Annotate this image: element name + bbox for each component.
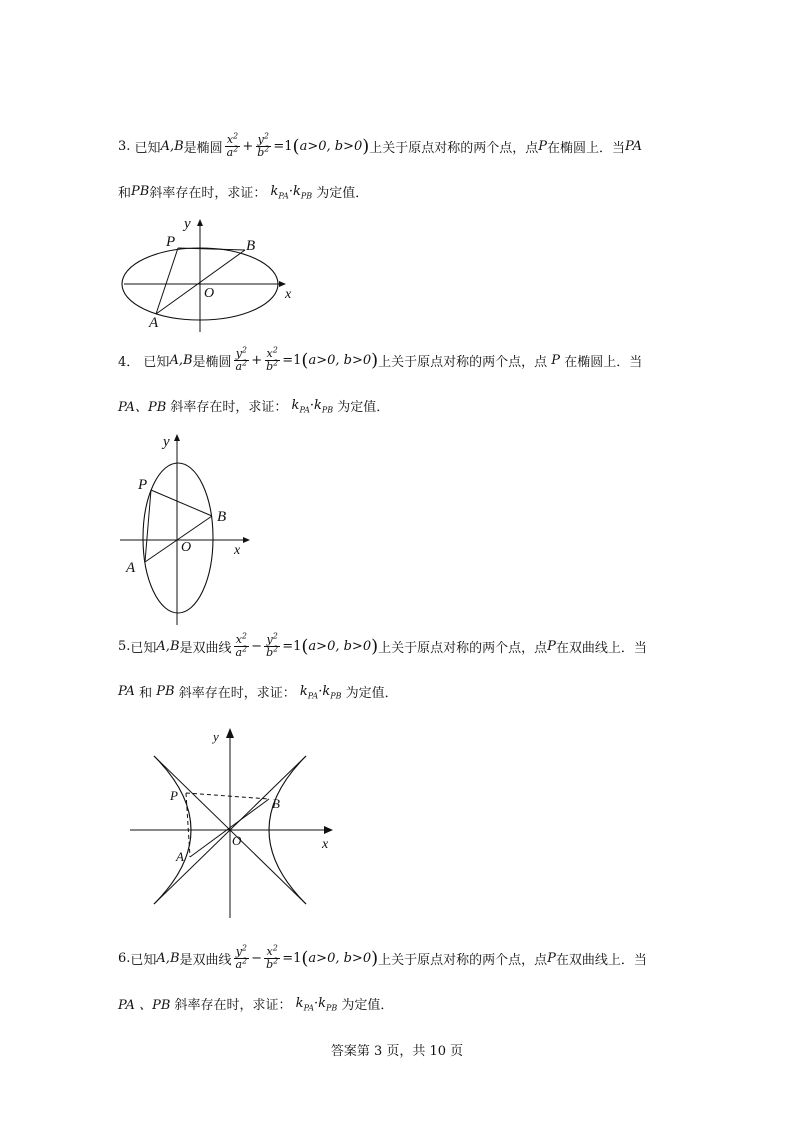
label-B: B	[217, 509, 227, 525]
slope-product: $k_{PA}\cdot k_{PB}$	[291, 398, 334, 415]
problem-4-line-2: PA、PB 斜率存在时，求证： $k_{PA}\cdot k_{PB}$ 为定值．	[118, 398, 390, 415]
label-O: O	[181, 540, 192, 555]
slope-product: $k_{PA}\cdot k_{PB}$	[299, 684, 342, 701]
fraction: $\frac{x^2}{a^2}$	[226, 131, 239, 159]
problem-5-line-2: PA 和 PB 斜率存在时，求证： $k_{PA}\cdot k_{PB}$ 为定值．	[118, 684, 398, 701]
problem-3-line-1: 3. 已知 A,B 是椭圆 $\frac{x^2}{a^2}$ + $\frac{y^2}{b^2}$ =1 ( a>0, b>0 ) 上关于原点对称的两个点，点 P 在椭圆上．当 PA	[118, 131, 642, 159]
fraction: $\frac{y^2}{a^2}$	[235, 345, 248, 373]
fraction: $\frac{x^2}{b^2}$	[266, 943, 279, 971]
page-footer: 答案第 3 页，共 10 页	[330, 1044, 464, 1059]
fraction: $\frac{y^2}{a^2}$	[235, 943, 248, 971]
slope-product: $k_{PA}\cdot k_{PB}$	[270, 184, 313, 201]
label-O: O	[232, 833, 242, 848]
figure-hyperbola-horizontal	[125, 722, 345, 922]
problem-6-line-1: 6. 已知 A,B 是双曲线 $\frac{y^2}{a^2}$ − $\frac{x^2}{b^2}$ =1 ( a>0, b>0 ) 上关于原点对称的两个点，点 P 在双曲线上．当	[118, 943, 647, 971]
fraction: $\frac{y^2}{b^2}$	[266, 631, 279, 659]
label-A: A	[126, 560, 136, 576]
problem-6-line-2: PA 、PB 斜率存在时，求证： $k_{PA}\cdot k_{PB}$ 为定值．	[118, 996, 394, 1013]
label-y: y	[184, 216, 191, 232]
fraction: $\frac{x^2}{b^2}$	[266, 345, 279, 373]
label-x: x	[234, 543, 241, 558]
problem-5-line-1: 5. 已知 A,B 是双曲线 $\frac{x^2}{a^2}$ − $\frac{y^2}{b^2}$ =1 ( a>0, b>0 ) 上关于原点对称的两个点，点 P 在双曲线上．当	[118, 631, 647, 659]
label-x: x	[285, 287, 292, 302]
label-x: x	[322, 837, 329, 852]
label-P: P	[170, 788, 178, 803]
slope-product: $k_{PA}\cdot k_{PB}$	[295, 996, 338, 1013]
label-y: y	[213, 729, 219, 744]
fraction: $\frac{y^2}{b^2}$	[257, 131, 270, 159]
problem-3-line-2: 和 PB 斜率存在时，求证： $k_{PA}\cdot k_{PB}$ 为定值．	[118, 184, 369, 201]
label-B: B	[272, 796, 280, 811]
label-P: P	[138, 477, 148, 493]
fraction: $\frac{x^2}{a^2}$	[235, 631, 248, 659]
label-A: A	[176, 849, 184, 864]
problem-4-line-1: 4． 已知 A,B 是椭圆 $\frac{y^2}{a^2}$ + $\frac{x^2}{b^2}$ =1 ( a>0, b>0 ) 上关于原点对称的两个点，点 P 在椭圆上．当	[118, 345, 643, 373]
label-A: A	[149, 315, 159, 331]
label-B: B	[246, 238, 256, 254]
figure-ellipse-vertical	[118, 428, 268, 628]
label-O: O	[204, 286, 215, 301]
label-P: P	[166, 234, 176, 250]
label-y: y	[163, 434, 170, 450]
figure-ellipse-horizontal	[120, 210, 300, 330]
problem-number: 3.	[118, 139, 131, 154]
